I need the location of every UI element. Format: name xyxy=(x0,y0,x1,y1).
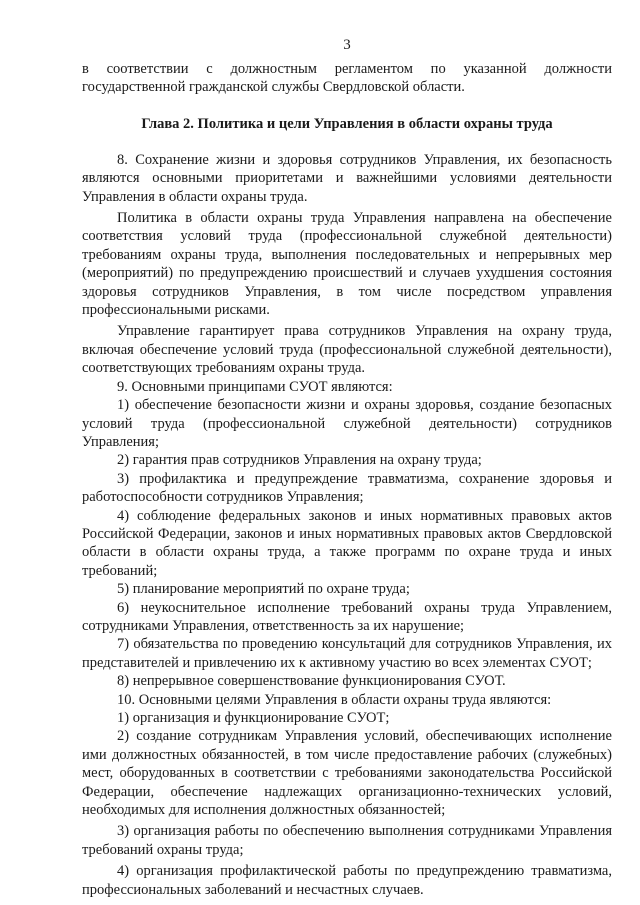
document-page xyxy=(82,36,612,899)
principle-item-3: 3) профилактика и предупреждение травматизма, сохранение здоровья и работоспособности сотрудников Управления; xyxy=(82,470,612,506)
paragraph-8: 8. Сохранение жизни и здоровья сотрудников Управления, их безопасность являются основными приоритетами и важнейшими условиями деятельности Управления в области охраны труда. xyxy=(82,151,612,205)
goal-item-2: 2) создание сотрудникам Управления условий, обеспечивающих исполнение ими должностных обязанностей, в том числе предоставление рабочих (служебных) мест, оборудованных в соответствии с требованиями законодательства Российской Федерации, обеспечение надлежащих организационно-технических условий, необходимых для исполнения должностных обязанностей; xyxy=(82,728,612,819)
page-number: 3 xyxy=(343,37,351,53)
principle-item-8: 8) непрерывное совершенствование функционирования СУОТ. xyxy=(117,673,506,690)
goal-item-4: 4) организация профилактической работы по предупреждению травматизма, профессиональных заболеваний и несчастных случаев. xyxy=(82,863,612,898)
principle-item-2: 2) гарантия прав сотрудников Управления на охрану труда; xyxy=(117,452,482,469)
paragraph-policy: Политика в области охраны труда Управления направлена на обеспечение соответствия условий труда (профессиональной служебной деятельности) требованиям охраны труда, выполнения последовательных и непрерывных мер (мероприятий) по предупреждению происшествий и случаев ухудшения состояния здоровья сотрудников Управления, в том числе посредством управления профессиональными рисками. xyxy=(82,210,612,319)
principle-item-5: 5) планирование мероприятий по охране труда; xyxy=(117,581,410,598)
principle-item-6: 6) неукоснительное исполнение требований охраны труда Управлением, сотрудниками Управления, ответственность за их нарушение; xyxy=(82,599,612,634)
principle-item-7: 7) обязательства по проведению консультаций для сотрудников Управления, их представителей и привлечению их к активному участию во всех элементах СУОТ; xyxy=(82,636,612,671)
goal-item-1: 1) организация и функционирование СУОТ; xyxy=(117,710,390,726)
paragraph-10: 10. Основными целями Управления в области охраны труда являются: xyxy=(117,691,552,708)
chapter-heading: Глава 2. Политика и цели Управления в области охраны труда xyxy=(141,115,553,132)
intro-paragraph: в соответствии с должностным регламентом по указанной должности государственной гражданской службы Свердловской области. xyxy=(82,61,612,96)
goal-item-3: 3) организация работы по обеспечению выполнения сотрудниками Управления требований охраны труда; xyxy=(82,823,612,858)
principle-item-1: 1) обеспечение безопасности жизни и охраны здоровья, создание безопасных условий труда (профессиональной служебной деятельности) сотрудников Управления; xyxy=(82,397,612,450)
paragraph-guarantee: Управление гарантирует права сотрудников Управления на охрану труда, включая обеспечение условий труда (профессиональной служебной деятельности), соответствующих требованиям охраны труда. xyxy=(82,323,612,377)
paragraph-9: 9. Основными принципами СУОТ являются: xyxy=(117,378,393,395)
principle-item-4: 4) соблюдение федеральных законов и иных нормативных правовых актов Российской Федерации, законов и иных нормативных правовых актов Свердловской области в области охраны труда, а также программ по охране труда и иных требований; xyxy=(82,507,612,579)
